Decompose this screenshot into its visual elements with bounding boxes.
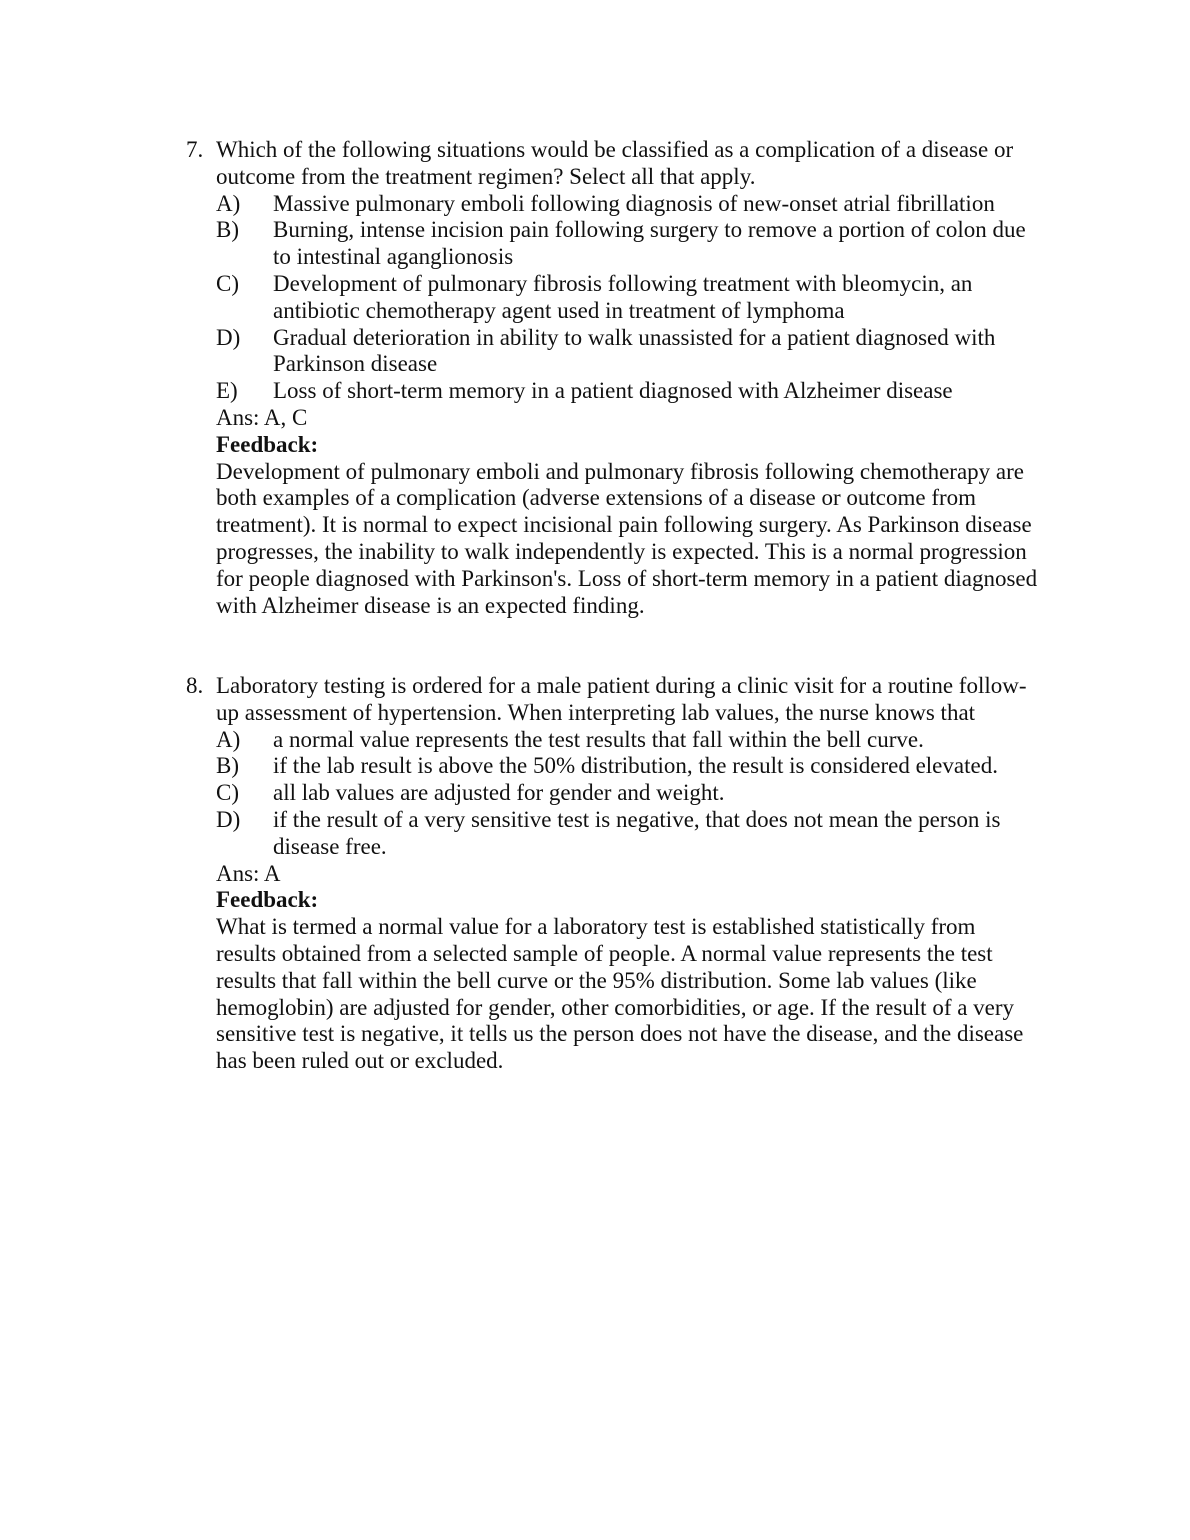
option-text: Burning, intense incision pain following surgery to remove a portion of colon due to intestinal aganglionosis — [273, 217, 1026, 270]
option-e — [216, 378, 1046, 405]
feedback-text: Development of pulmonary emboli and pulmonary fibrosis following chemotherapy are both examples of a complication (adverse extensions of a disease or outcome from treatment). It is normal to expect incisional pain following surgery. As Parkinson disease progresses, the inability to walk independently is expected. This is a normal progression for people diagnosed with Parkinson's. Loss of short-term memory in a patient diagnosed with Alzheimer disease is an expected finding. — [216, 458, 1038, 618]
option-text: if the lab result is above the 50% distribution, the result is considered elevated. — [273, 753, 998, 779]
option-c — [216, 271, 1046, 325]
option-b — [216, 753, 1046, 780]
question-text: Which of the following situations would be classified as a complication of a disease or outcome from the treatment regimen? Select all that apply. — [216, 137, 1014, 189]
option-d — [216, 325, 1046, 379]
answer-key: Ans: A — [216, 860, 281, 886]
option-text: a normal value represents the test results that fall within the bell curve. — [273, 726, 924, 752]
answer-options — [186, 191, 1046, 405]
question-stem — [186, 137, 1046, 191]
option-a — [216, 727, 1046, 754]
option-text: Massive pulmonary emboli following diagnosis of new-onset atrial fibrillation — [273, 190, 995, 216]
option-text: Loss of short-term memory in a patient diagnosed with Alzheimer disease — [273, 378, 953, 404]
option-d — [216, 807, 1046, 861]
option-b — [216, 217, 1046, 271]
option-letter: D) — [216, 806, 241, 832]
question-number: 7. — [186, 137, 204, 162]
option-letter: A) — [216, 726, 241, 752]
option-letter: B) — [216, 217, 239, 243]
option-a — [216, 191, 1046, 218]
option-text: if the result of a very sensitive test is negative, that does not mean the person is disease free. — [273, 806, 1001, 859]
feedback-heading: Feedback: — [216, 431, 319, 457]
answer-key: Ans: A, C — [216, 404, 308, 430]
feedback-text: What is termed a normal value for a laboratory test is established statistically from results obtained from a selected sample of people. A normal value represents the test results that fall within the bell curve or the 95% distribution. Some lab values (like hemoglobin) are adjusted for gender, other comorbidities, or age. If the result of a very sensitive test is negative, it tells us the person does not have the disease, and the disease has been ruled out or excluded. — [216, 914, 1024, 1074]
option-letter: D) — [216, 324, 241, 350]
option-letter: B) — [216, 753, 239, 779]
option-letter: C) — [216, 270, 239, 296]
answer-options — [186, 727, 1046, 861]
question-number: 8. — [186, 673, 204, 698]
option-c — [216, 780, 1046, 807]
option-text: Development of pulmonary fibrosis following treatment with bleomycin, an antibiotic chemotherapy agent used in treatment of lymphoma — [273, 270, 973, 323]
option-text: Gradual deterioration in ability to walk unassisted for a patient diagnosed with Parkinson disease — [273, 324, 996, 377]
option-text: all lab values are adjusted for gender and weight. — [273, 780, 725, 806]
option-letter: C) — [216, 780, 239, 806]
option-letter: A) — [216, 190, 241, 216]
question-stem — [186, 673, 1046, 727]
option-letter: E) — [216, 378, 238, 404]
question-text: Laboratory testing is ordered for a male patient during a clinic visit for a routine follow-up assessment of hypertension. When interpreting lab values, the nurse knows that — [216, 673, 1027, 725]
feedback-heading: Feedback: — [216, 887, 319, 913]
question-8 — [186, 673, 1046, 1075]
question-7 — [186, 137, 1046, 619]
